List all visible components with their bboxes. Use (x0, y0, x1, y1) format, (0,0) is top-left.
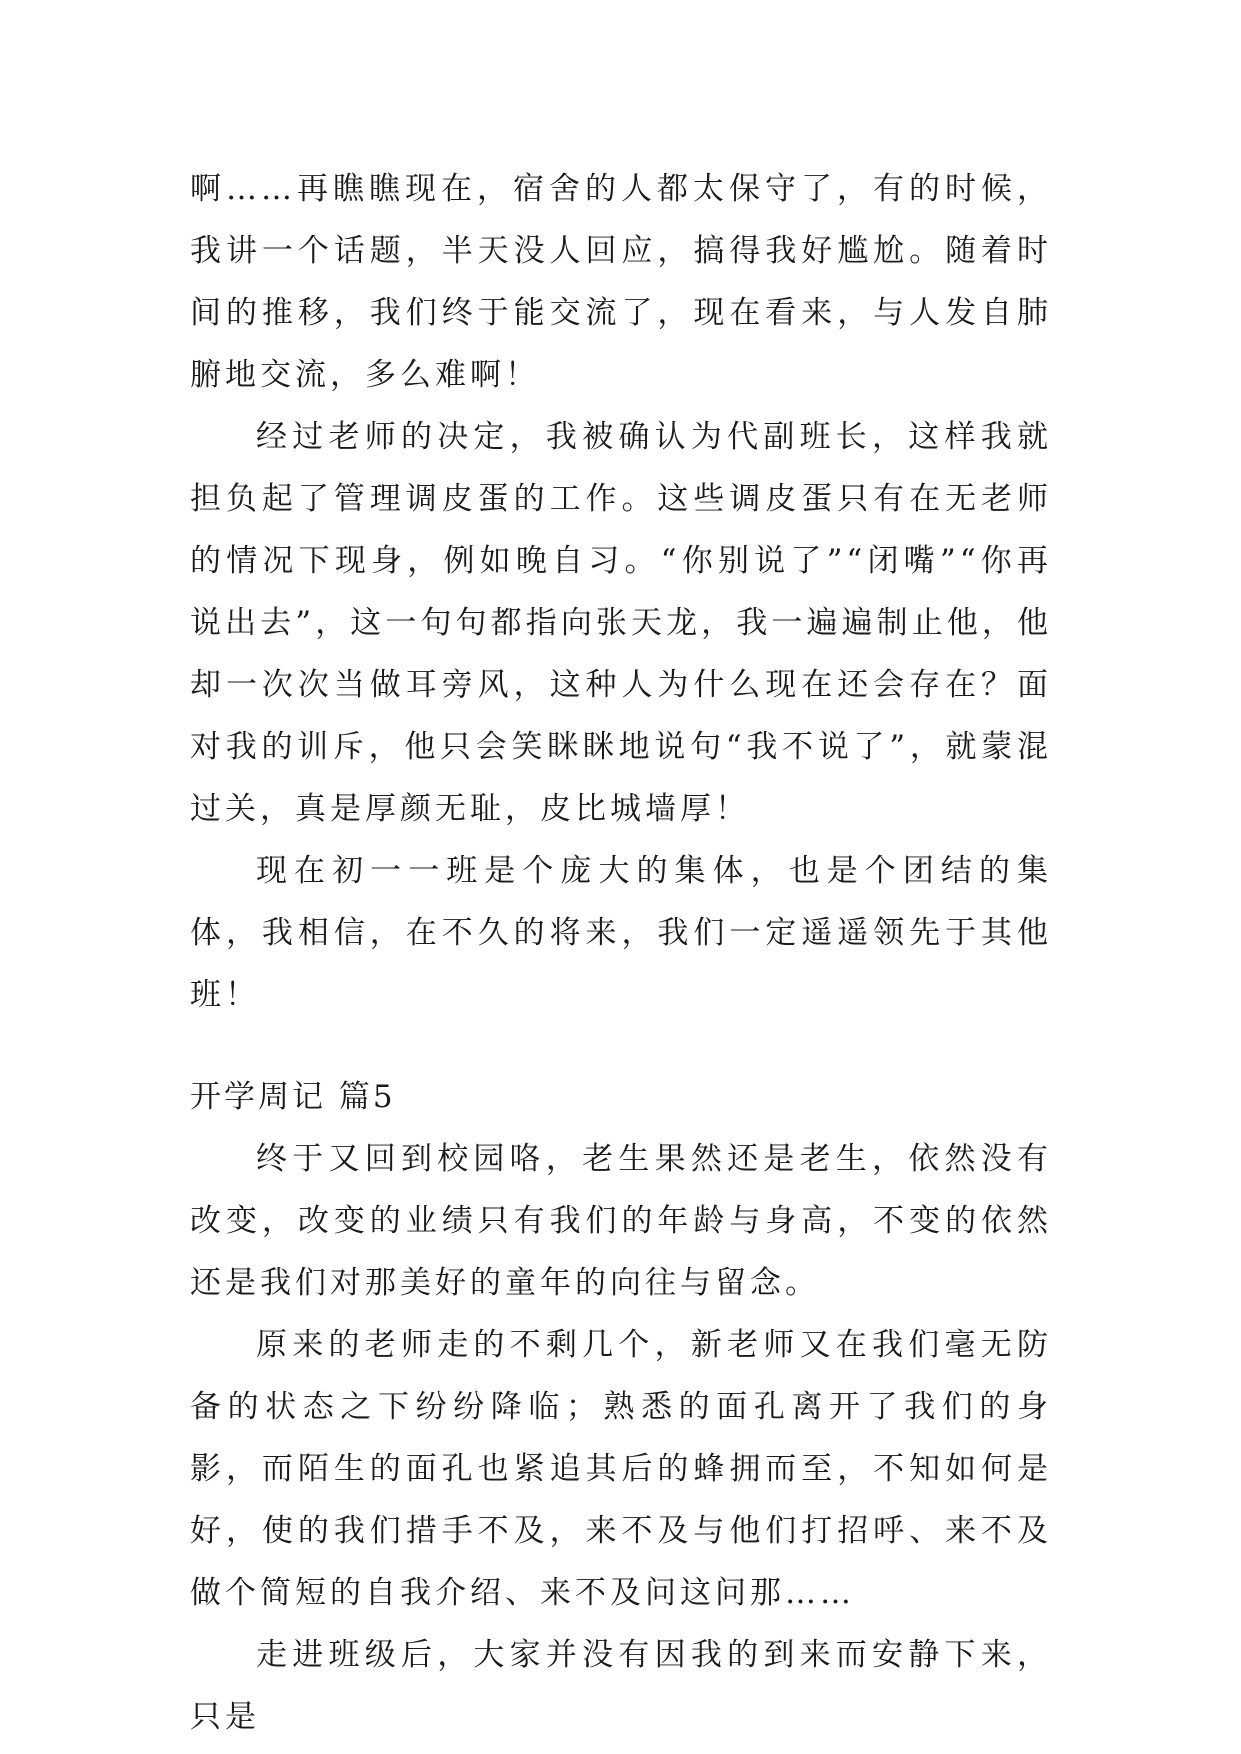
section-title: 开学周记 篇5 (190, 1079, 396, 1115)
paragraph-vice-monitor: 经过老师的决定，我被确认为代副班长，这样我就担负起了管理调皮蛋的工作。这些调皮蛋只有在无老师的情况下现身，例如晚自习。“你别说了”“闭嘴”“你再说出去”，这一句句都指向张天龙，我一遍遍制止他，他却一次次当做耳旁风，这种人为什么现在还会存在？面对我的训斥，他只会笑眯眯地说句“我不说了”，就蒙混过关，真是厚颜无耻，皮比城墙厚！ (190, 419, 1052, 827)
paragraph-new-teachers: 原来的老师走的不剩几个，新老师又在我们毫无防备的状态之下纷纷降临；熟悉的面孔离开了我们的身影，而陌生的面孔也紧追其后的蜂拥而至，不知如何是好，使的我们措手不及，来不及与他们打招呼、来不及做个简短的自我介绍、来不及问这问那…… (190, 1327, 1052, 1611)
paragraph-continued: 啊……再瞧瞧现在，宿舍的人都太保守了，有的时候，我讲一个话题，半天没人回应，搞得我好尴尬。随着时间的推移，我们终于能交流了，现在看来，与人发自肺腑地交流，多么难啊！ (190, 171, 1052, 393)
paragraph-back-to-school: 终于又回到校园咯，老生果然还是老生，依然没有改变，改变的业绩只有我们的年龄与身高，不变的依然还是我们对那美好的童年的向往与留念。 (190, 1141, 1052, 1301)
document-body (190, 158, 1052, 1748)
paragraph-entering-class: 走进班级后，大家并没有因我的到来而安静下来，只是 (190, 1637, 1052, 1735)
paragraph-class-collective: 现在初一一班是个庞大的集体，也是个团结的集体，我相信，在不久的将来，我们一定遥遥领先于其他班！ (190, 853, 1052, 1013)
